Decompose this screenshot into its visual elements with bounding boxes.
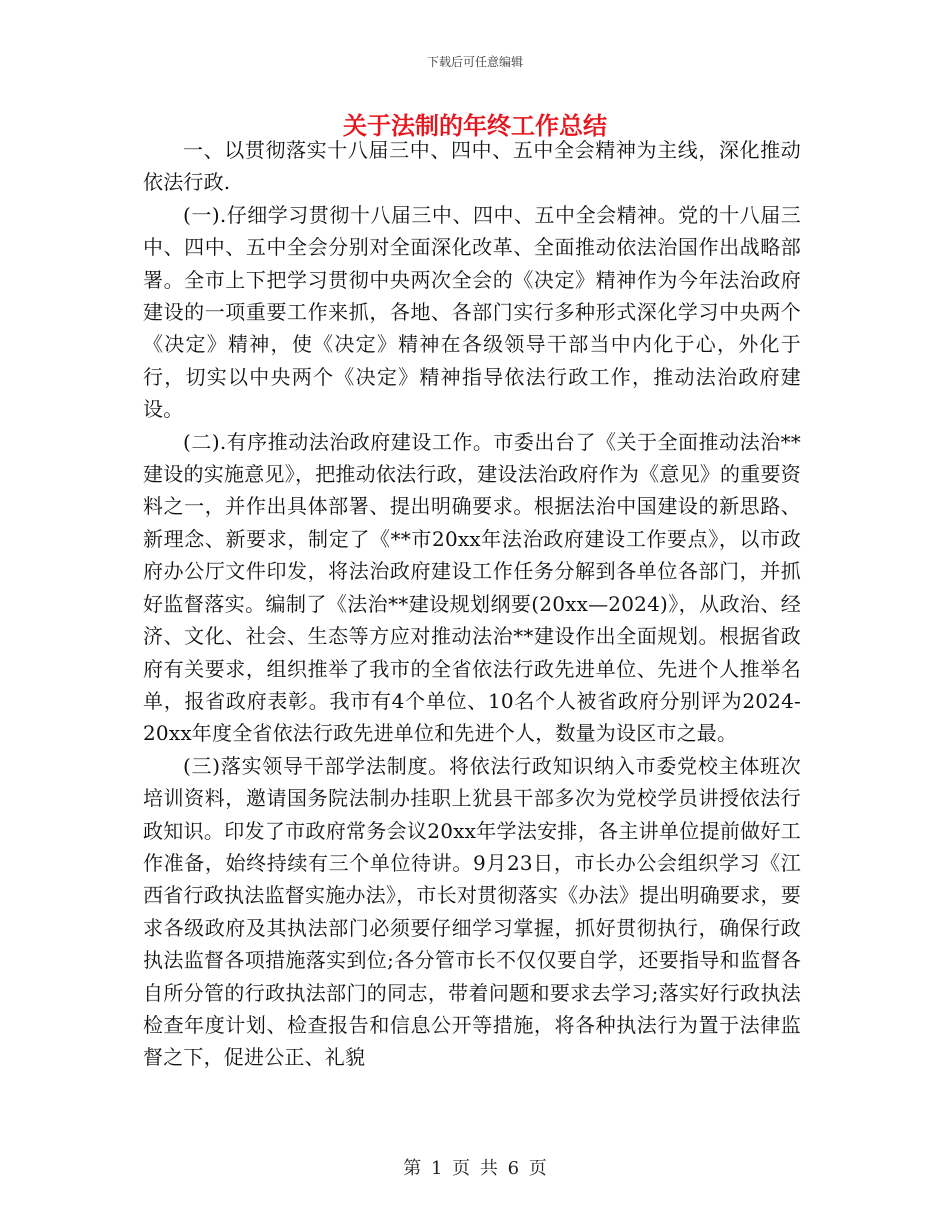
paragraph-1: 一、以贯彻落实十八届三中、四中、五中全会精神为主线，深化推动依法行政. (143, 138, 801, 195)
header-note: 下载后可任意编辑 (426, 55, 523, 69)
paragraph-3: (二).有序推动法治政府建设工作。市委出台了《关于全面推动法治**建设的实施意见》，把推动依法行政，建设法治政府作为《意见》的重要资料之一，并作出具体部署、提出明确要求。根据法治中国建设的新思路、新理念、新要求，制定了《**市20xx年法治政府建设工作要点》，以市政府办公厅文件印发，将法治政府建设工作任务分解到各单位各部门，并抓好监督落实。编制了《法治**建设规划纲要(20xx—2024)》，从政治、经济、文化、社会、生态等方应对推动法治**建设作出全面规划。根据省政府有关要求，组织推举了我市的全省依法行政先进单位、先进个人推举名单，报省政府表彰。我市有4个单位、10名个人被省政府分别评为2024-20xx年度全省依法行政先进单位和先进个人，数量为设区市之最。 (143, 429, 801, 746)
paragraph-4: (三)落实领导干部学法制度。将依法行政知识纳入市委党校主体班次培训资料，邀请国务院法制办挂职上犹县干部多次为党校学员讲授依法行政知识。印发了市政府常务会议20xx年学法安排，各主讲单位提前做好工作准备，始终持续有三个单位待讲。9月23日，市长办公会组织学习《江西省行政执法监督实施办法》，市长对贯彻落实《办法》提出明确要求，要求各级政府及其执法部门必须要仔细学习掌握，抓好贯彻执行，确保行政执法监督各项措施落实到位;各分管市长不仅仅要自学，还要指导和监督各自所分管的行政执法部门的同志，带着问题和要求去学习;落实好行政执法检查年度计划、检查报告和信息公开等措施，将各种执法行为置于法律监督之下，促进公正、礼貌 (143, 753, 801, 1070)
paragraph-2: (一).仔细学习贯彻十八届三中、四中、五中全会精神。党的十八届三中、四中、五中全会分别对全面深化改革、全面推动依法治国作出战略部署。全市上下把学习贯彻中央两次全会的《决定》精神作为今年法治政府建设的一项重要工作来抓，各地、各部门实行多种形式深化学习中央两个《决定》精神，使《决定》精神在各级领导干部当中内化于心，外化于行，切实以中央两个《决定》精神指导依法行政工作，推动法治政府建设。 (143, 202, 801, 422)
document-title: 关于法制的年终工作总结 (343, 111, 607, 140)
page-number-footer: 第 1 页 共 6 页 (403, 1158, 547, 1179)
document-body (143, 134, 801, 1074)
